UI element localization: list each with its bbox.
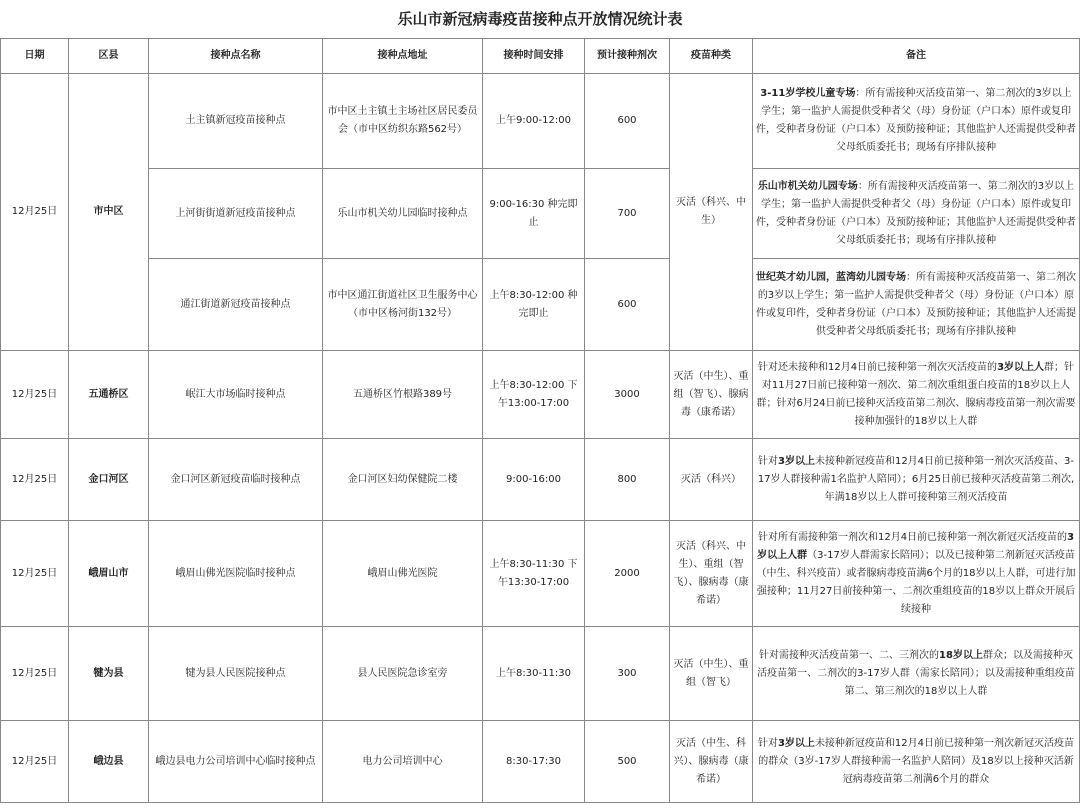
table-title: 乐山市新冠病毒疫苗接种点开放情况统计表 bbox=[0, 0, 1080, 39]
doses-cell: 600 bbox=[585, 74, 670, 169]
note-text: 针对需接种灭活疫苗第一、二、三剂次的 bbox=[759, 649, 940, 661]
site-name-cell: 金口河区新冠疫苗临时接种点 bbox=[149, 439, 323, 521]
table-row bbox=[1, 259, 1080, 351]
note-highlight: 3岁以上人 bbox=[997, 361, 1045, 373]
vaccination-table bbox=[0, 38, 1080, 803]
header-doses: 预计接种剂次 bbox=[585, 39, 670, 74]
note-text: 群；针对11月27日前已接种第一剂次、第二剂次重组蛋白疫苗的18岁以上人群；针对6月24日前已接种灭活疫苗第二剂次、腺病毒疫苗第一剂次需要接种加强针的18岁以上人群 bbox=[756, 361, 1076, 427]
header-row bbox=[1, 39, 1080, 74]
site-name-cell: 通江街道新冠疫苗接种点 bbox=[149, 259, 323, 351]
note-cell bbox=[753, 259, 1080, 351]
header-notes: 备注 bbox=[753, 39, 1080, 74]
vaccine-cell: 灭活（中生、科兴）、腺病毒（康希诺） bbox=[670, 721, 753, 803]
note-text: 群众；以及需接种灭活疫苗第一、二剂次的3-17岁人群（需家长陪同）；以及需接种重组疫苗第二、第三剂次的18岁以上人群 bbox=[757, 649, 1075, 697]
time-cell: 上午8:30-11:30 下午13:30-17:00 bbox=[483, 521, 585, 627]
district-cell: 峨眉山市 bbox=[69, 521, 149, 627]
header-site-address: 接种点地址 bbox=[323, 39, 483, 74]
note-cell bbox=[753, 627, 1080, 721]
site-address-cell: 乐山市机关幼儿园临时接种点 bbox=[323, 169, 483, 259]
site-address-cell: 五通桥区竹根路389号 bbox=[323, 351, 483, 439]
note-text: 针对 bbox=[757, 737, 778, 749]
note-text: 针对还未接种和12月4日前已接种第一剂次灭活疫苗的 bbox=[757, 361, 998, 373]
note-highlight: 3-11岁学校儿童专场 bbox=[760, 88, 856, 99]
doses-cell: 300 bbox=[585, 627, 670, 721]
site-name-cell: 上河街街道新冠疫苗接种点 bbox=[149, 169, 323, 259]
note-cell bbox=[753, 439, 1080, 521]
district-cell: 金口河区 bbox=[69, 439, 149, 521]
note-text: ：所有需接种灭活疫苗第一、第二剂次的3岁以上学生；第一监护人需提供受种者父（母）身份证（户口本）原件或复印件，受种者身份证（户口本）及预防接种证；其他监护人还需提供受种者父母纸质委托书；现场有序排队接种 bbox=[756, 88, 1076, 153]
vaccine-cell: 灭活（科兴、中生）、重组（智飞）、腺病毒（康希诺） bbox=[670, 521, 753, 627]
site-address-cell: 市中区通江街道社区卫生服务中心（市中区杨河街132号） bbox=[323, 259, 483, 351]
table-row bbox=[1, 721, 1080, 803]
site-name-cell: 峨边县电力公司培训中心临时接种点 bbox=[149, 721, 323, 803]
district-cell: 犍为县 bbox=[69, 627, 149, 721]
note-highlight: 3岁以上 bbox=[777, 737, 815, 749]
time-cell: 9:00-16:30 种完即止 bbox=[483, 169, 585, 259]
site-address-cell: 金口河区妇幼保健院二楼 bbox=[323, 439, 483, 521]
note-text: （3-17岁人群需家长陪同）；以及已接种第二剂新冠灭活疫苗（中生、科兴疫苗）或者腺病毒疫苗满6个月的18岁以上人群，可进行加强接种；11月27日前接种第一、二剂次重组疫苗的18岁以上群众开展后续接种 bbox=[756, 549, 1076, 615]
note-text: ：所有需接种灭活疫苗第一、第二剂次的3岁以上学生；第一监护人需提供受种者父（母）身份证（户口本）原件或复印件，受种者身份证（户口本）及预防接种证；其他监护人还需提供受种者父母纸质委托书；现场有序排队接种 bbox=[756, 180, 1076, 246]
table-row bbox=[1, 351, 1080, 439]
note-cell bbox=[753, 521, 1080, 627]
vaccine-cell: 灭活（科兴、中生） bbox=[670, 74, 753, 351]
vaccine-cell: 灭活（中生）、重组（智飞）、腺病毒（康希诺） bbox=[670, 351, 753, 439]
district-cell: 峨边县 bbox=[69, 721, 149, 803]
site-name-cell: 岷江大市场临时接种点 bbox=[149, 351, 323, 439]
note-text: 针对所有需接种第一剂次和12月4日前已接种第一剂次新冠灭活疫苗的 bbox=[757, 531, 1068, 543]
table-row bbox=[1, 74, 1080, 169]
site-address-cell: 峨眉山佛光医院 bbox=[323, 521, 483, 627]
site-address-cell: 电力公司培训中心 bbox=[323, 721, 483, 803]
table-row bbox=[1, 169, 1080, 259]
doses-cell: 2000 bbox=[585, 521, 670, 627]
header-site-name: 接种点名称 bbox=[149, 39, 323, 74]
note-text: ：所有需接种灭活疫苗第一、第二剂次的3岁以上学生；第一监护人需提供受种者父（母）身份证（户口本）原件或复印件，受种者身份证（户口本）及预防接种证；其他监护人还需提供受种者父母纸质委托书；现场有序排队接种 bbox=[756, 271, 1076, 337]
note-cell bbox=[753, 169, 1080, 259]
note-text: 针对 bbox=[757, 455, 778, 467]
header-district: 区县 bbox=[69, 39, 149, 74]
header-time: 接种时间安排 bbox=[483, 39, 585, 74]
note-highlight: 18岁以上 bbox=[939, 649, 983, 661]
table-row bbox=[1, 627, 1080, 721]
time-cell: 上午8:30-12:00 下午13:00-17:00 bbox=[483, 351, 585, 439]
district-cell: 五通桥区 bbox=[69, 351, 149, 439]
doses-cell: 800 bbox=[585, 439, 670, 521]
note-highlight: 3岁以上 bbox=[777, 455, 815, 467]
date-cell: 12月25日 bbox=[1, 721, 69, 803]
note-text: 未接种新冠疫苗和12月4日前已接种第一剂次灭活疫苗、3-17岁人群接种需1名监护人陪同）；6月25日前已接种灭活疫苗第二剂次,年满18岁以上人群可接种第三剂灭活疫苗 bbox=[757, 455, 1075, 503]
district-cell: 市中区 bbox=[69, 74, 149, 351]
site-name-cell: 土主镇新冠疫苗接种点 bbox=[149, 74, 323, 169]
time-cell: 上午8:30-11:30 bbox=[483, 627, 585, 721]
note-highlight: 世纪英才幼儿园，蓝湾幼儿园专场 bbox=[756, 271, 906, 283]
vaccine-cell: 灭活（中生）、重组（智飞） bbox=[670, 627, 753, 721]
time-cell: 上午8:30-12:00 种完即止 bbox=[483, 259, 585, 351]
time-cell: 8:30-17:30 bbox=[483, 721, 585, 803]
vaccine-cell: 灭活（科兴） bbox=[670, 439, 753, 521]
site-name-cell: 峨眉山佛光医院临时接种点 bbox=[149, 521, 323, 627]
doses-cell: 3000 bbox=[585, 351, 670, 439]
doses-cell: 500 bbox=[585, 721, 670, 803]
date-cell: 12月25日 bbox=[1, 439, 69, 521]
doses-cell: 600 bbox=[585, 259, 670, 351]
time-cell: 9:00-16:00 bbox=[483, 439, 585, 521]
site-address-cell: 市中区土主镇土主场社区居民委员会（市中区纺织东路562号） bbox=[323, 74, 483, 169]
note-cell bbox=[753, 721, 1080, 803]
date-cell: 12月25日 bbox=[1, 627, 69, 721]
header-vaccine: 疫苗种类 bbox=[670, 39, 753, 74]
note-cell bbox=[753, 351, 1080, 439]
note-highlight: 3岁以上人群 bbox=[757, 531, 1075, 561]
site-address-cell: 县人民医院急诊室旁 bbox=[323, 627, 483, 721]
time-cell: 上午9:00-12:00 bbox=[483, 74, 585, 169]
header-date: 日期 bbox=[1, 39, 69, 74]
table-row bbox=[1, 521, 1080, 627]
site-name-cell: 犍为县人民医院接种点 bbox=[149, 627, 323, 721]
table-row bbox=[1, 439, 1080, 521]
date-cell: 12月25日 bbox=[1, 74, 69, 351]
note-cell bbox=[753, 74, 1080, 169]
doses-cell: 700 bbox=[585, 169, 670, 259]
note-text: 未接种新冠疫苗和12月4日前已接种第一剂次新冠灭活疫苗的群众（3岁-17岁人群接种需一名监护人陪同）及18岁以上接种灭活新冠病毒疫苗第二剂满6个月的群众 bbox=[758, 737, 1075, 785]
date-cell: 12月25日 bbox=[1, 351, 69, 439]
note-highlight: 乐山市机关幼儿园专场 bbox=[757, 180, 858, 192]
date-cell: 12月25日 bbox=[1, 521, 69, 627]
